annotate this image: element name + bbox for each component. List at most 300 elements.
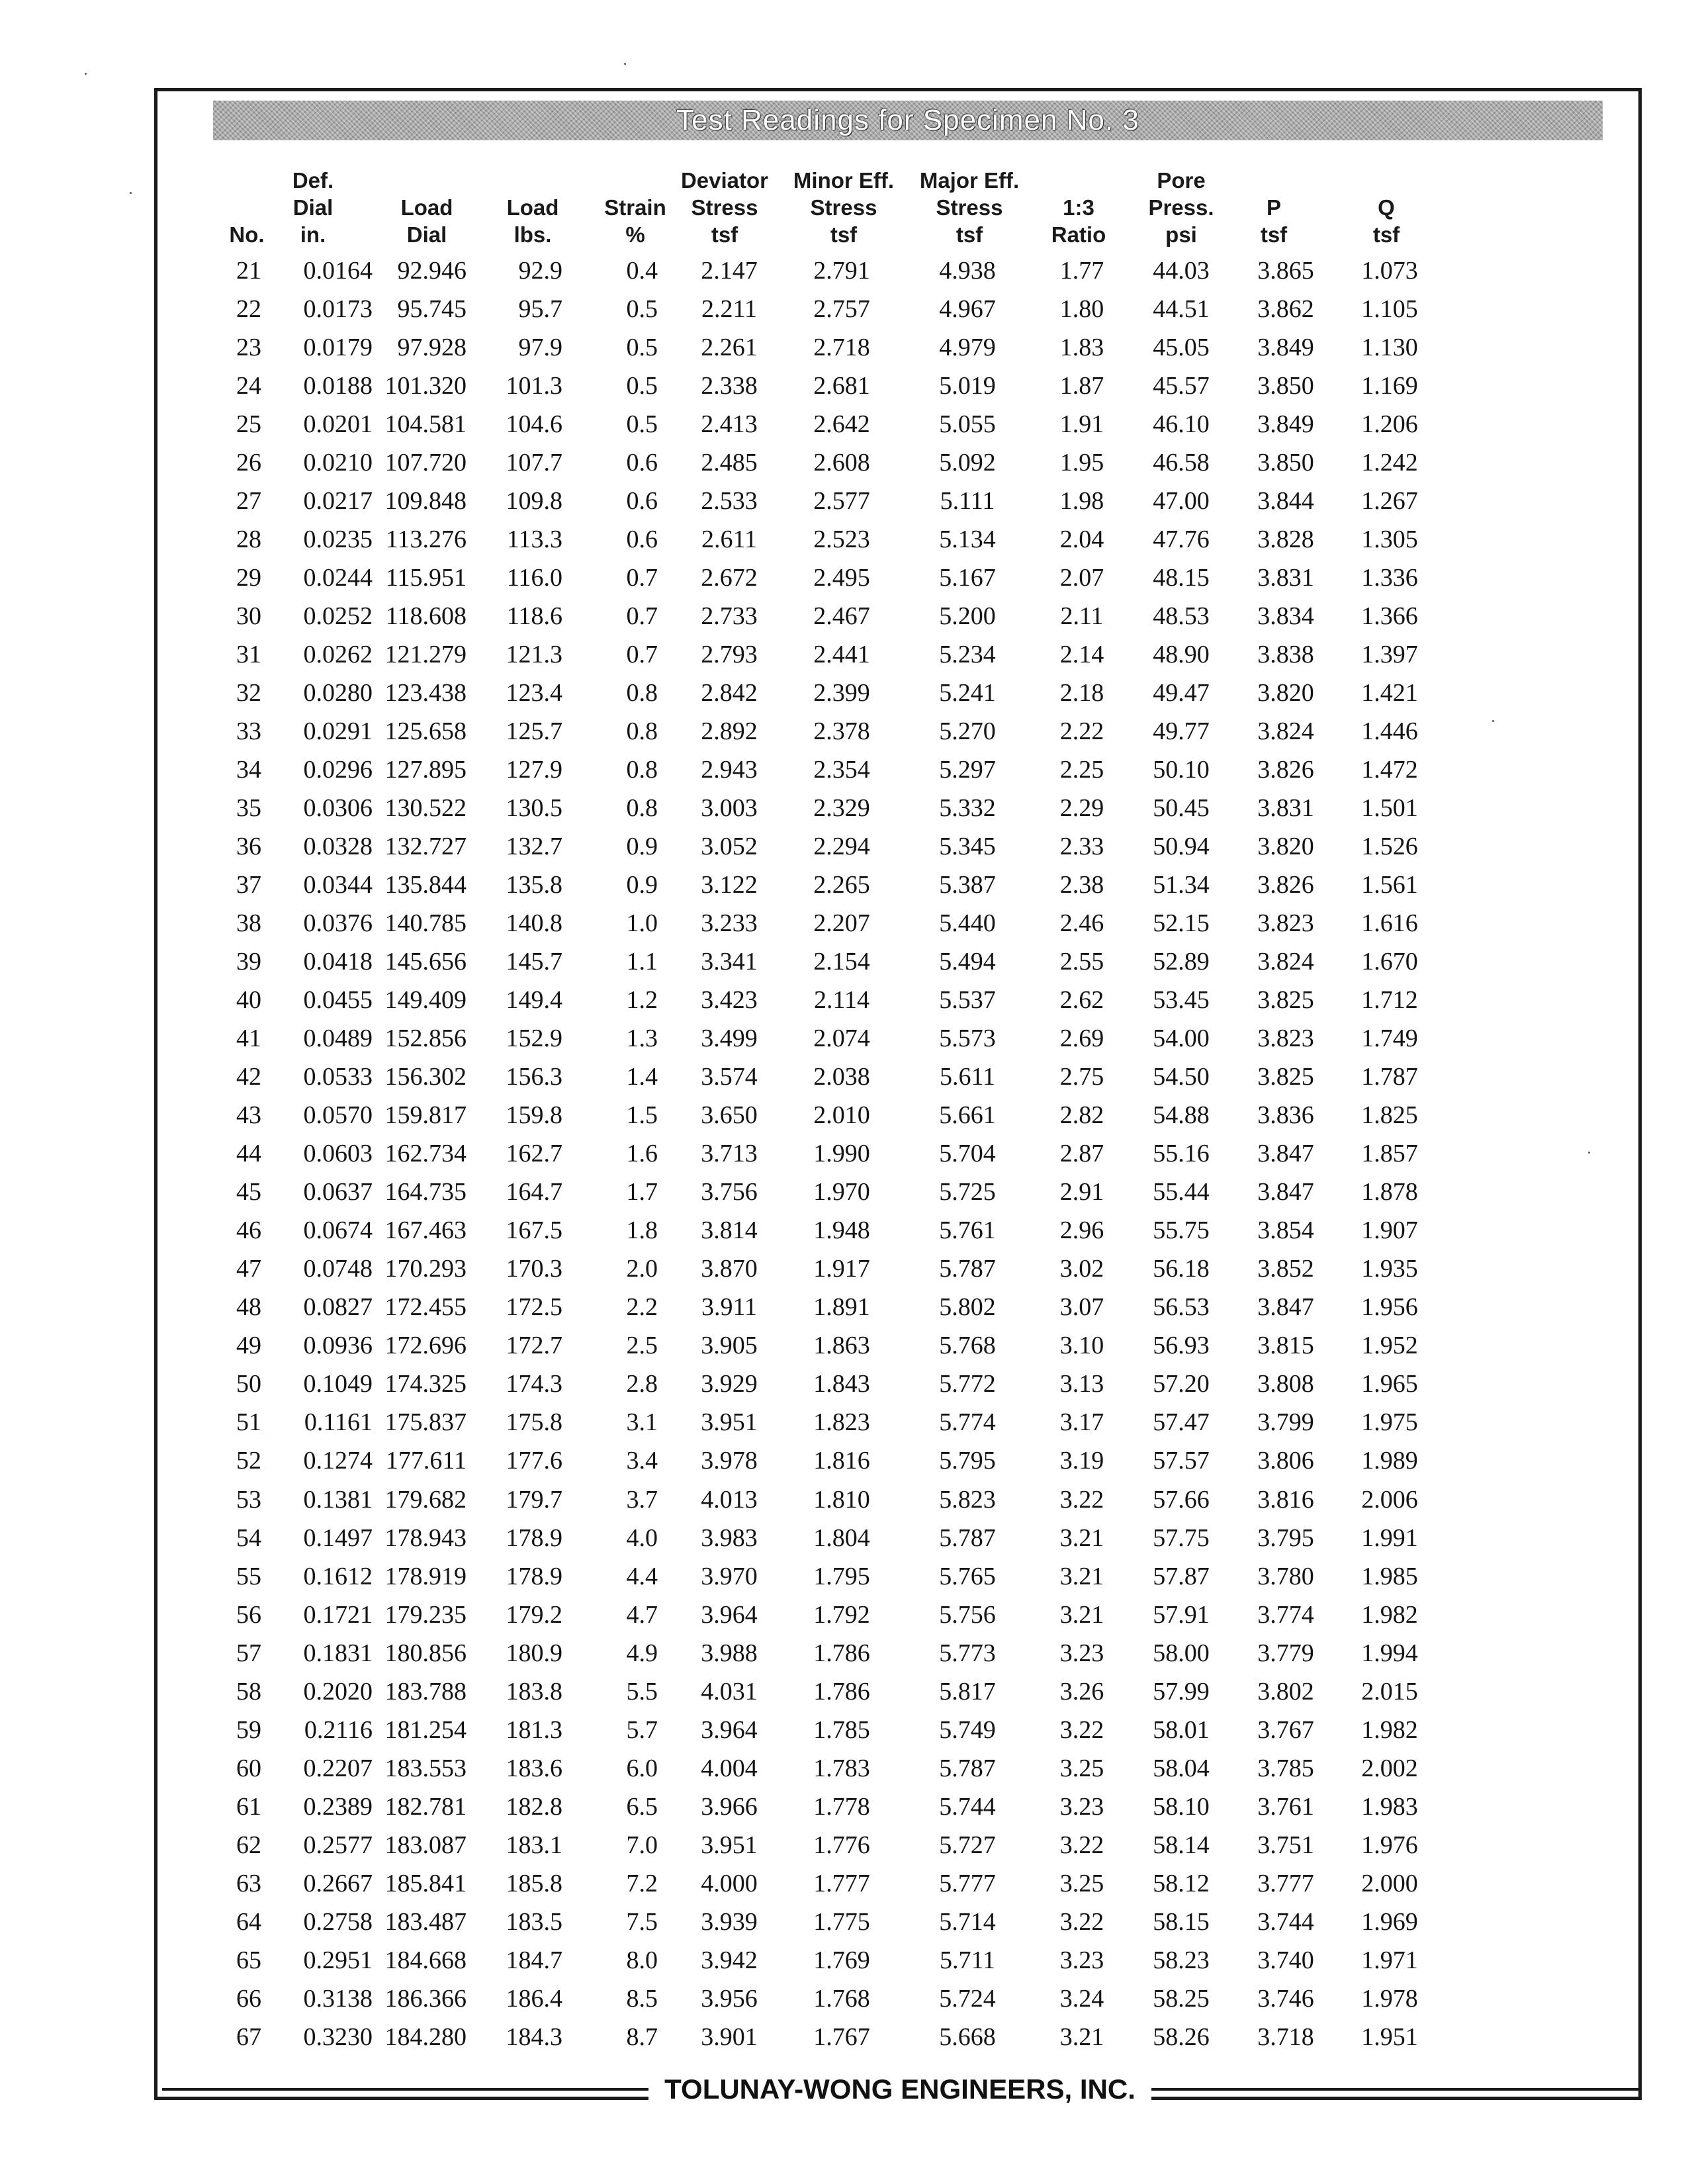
cell-ratio: 1.80 <box>1059 295 1104 324</box>
cell-load-dial: 130.522 <box>384 794 467 823</box>
header-deviator-stress <box>668 159 781 248</box>
header-line: lbs. <box>513 222 552 247</box>
cell-ratio: 3.21 <box>1059 1524 1104 1552</box>
header-line: Ratio <box>1051 222 1106 247</box>
cell-no: 41 <box>236 1024 261 1053</box>
cell-major: 5.802 <box>939 1293 996 1322</box>
cell-strain: 8.5 <box>626 1984 658 2013</box>
header-line: Press. <box>1148 195 1214 220</box>
cell-deviator: 3.052 <box>701 833 758 861</box>
cell-p: 3.825 <box>1257 1063 1314 1091</box>
header-line: Def. <box>292 168 334 193</box>
cell-major: 5.668 <box>939 2023 996 2051</box>
header-line: Stress <box>691 195 758 220</box>
cell-q: 1.982 <box>1361 1715 1418 1744</box>
cell-strain: 4.7 <box>626 1600 658 1629</box>
cell-strain: 6.0 <box>626 1754 658 1782</box>
cell-def-dial: 0.0280 <box>303 679 373 707</box>
cell-pore: 58.15 <box>1153 1907 1210 1936</box>
cell-pore: 44.03 <box>1153 257 1210 285</box>
header-line: Dial <box>406 222 447 247</box>
cell-pore: 48.90 <box>1153 641 1210 669</box>
cell-deviator: 2.733 <box>701 602 758 631</box>
cell-load-lbs: 140.8 <box>506 909 562 938</box>
cell-major: 5.387 <box>939 871 996 899</box>
cell-load-lbs: 135.8 <box>506 871 562 899</box>
cell-ratio: 3.22 <box>1059 1907 1104 1936</box>
cell-deviator: 3.964 <box>701 1715 758 1744</box>
cell-minor: 1.970 <box>813 1178 870 1206</box>
cell-major: 5.744 <box>939 1792 996 1821</box>
cell-p: 3.820 <box>1257 833 1314 861</box>
table-row <box>0 712 1694 751</box>
header-line: Deviator <box>680 168 769 193</box>
cell-load-lbs: 127.9 <box>506 756 562 784</box>
cell-load-lbs: 181.3 <box>506 1715 562 1744</box>
cell-minor: 2.681 <box>813 372 870 400</box>
cell-minor: 1.769 <box>813 1946 870 1974</box>
cell-load-dial: 183.087 <box>384 1831 467 1859</box>
cell-def-dial: 0.1274 <box>303 1447 373 1475</box>
cell-p: 3.823 <box>1257 909 1314 938</box>
cell-major: 5.761 <box>939 1216 996 1245</box>
cell-q: 1.749 <box>1361 1024 1418 1053</box>
cell-q: 1.336 <box>1361 564 1418 592</box>
cell-ratio: 3.19 <box>1059 1447 1104 1475</box>
cell-p: 3.816 <box>1257 1485 1314 1514</box>
cell-load-lbs: 145.7 <box>506 948 562 976</box>
cell-load-dial: 180.856 <box>384 1639 467 1667</box>
cell-load-dial: 178.919 <box>384 1562 467 1590</box>
cell-ratio: 3.22 <box>1059 1485 1104 1514</box>
cell-def-dial: 0.2116 <box>304 1715 373 1744</box>
cell-def-dial: 0.0344 <box>303 871 373 899</box>
table-row <box>0 290 1694 328</box>
cell-deviator: 2.892 <box>701 717 758 746</box>
cell-q: 1.787 <box>1361 1063 1418 1091</box>
cell-minor: 1.783 <box>813 1754 870 1782</box>
table-row <box>0 520 1694 559</box>
cell-load-lbs: 132.7 <box>506 833 562 861</box>
cell-ratio: 2.69 <box>1059 1024 1104 1053</box>
header-line: Major Eff. <box>919 168 1020 193</box>
cell-load-lbs: 170.3 <box>506 1255 562 1283</box>
cell-def-dial: 0.0748 <box>303 1255 373 1283</box>
cell-q: 1.561 <box>1361 871 1418 899</box>
table-row <box>0 2018 1694 2056</box>
cell-strain: 0.5 <box>626 295 658 324</box>
cell-major: 5.092 <box>939 449 996 477</box>
cell-def-dial: 0.0235 <box>303 525 373 554</box>
cell-no: 46 <box>236 1216 261 1245</box>
cell-strain: 1.7 <box>626 1178 658 1206</box>
cell-load-lbs: 116.0 <box>506 564 562 592</box>
cell-q: 1.983 <box>1361 1792 1418 1821</box>
cell-def-dial: 0.0827 <box>303 1293 373 1322</box>
cell-major: 5.440 <box>939 909 996 938</box>
cell-minor: 1.917 <box>813 1255 870 1283</box>
cell-load-dial: 159.817 <box>384 1101 467 1130</box>
header-line: tsf <box>1372 222 1400 247</box>
table-row <box>0 597 1694 635</box>
cell-deviator: 2.611 <box>701 525 758 554</box>
cell-p: 3.847 <box>1257 1178 1314 1206</box>
cell-no: 45 <box>236 1178 261 1206</box>
cell-q: 1.616 <box>1361 909 1418 938</box>
cell-strain: 0.6 <box>626 525 658 554</box>
footer-rule-left <box>162 2088 652 2091</box>
cell-load-lbs: 185.8 <box>506 1869 562 1897</box>
cell-no: 50 <box>236 1370 261 1398</box>
cell-strain: 7.2 <box>626 1869 658 1897</box>
cell-ratio: 2.55 <box>1059 948 1104 976</box>
cell-pore: 45.05 <box>1153 334 1210 362</box>
table-row <box>0 443 1694 482</box>
cell-deviator: 2.533 <box>701 487 758 516</box>
cell-load-dial: 182.781 <box>384 1792 467 1821</box>
cell-def-dial: 0.3138 <box>303 1984 373 2013</box>
cell-q: 1.169 <box>1361 372 1418 400</box>
table-row <box>0 1058 1694 1096</box>
cell-deviator: 3.905 <box>701 1332 758 1360</box>
cell-no: 36 <box>236 833 261 861</box>
cell-major: 5.711 <box>939 1946 996 1974</box>
cell-deviator: 4.031 <box>701 1677 758 1706</box>
cell-def-dial: 0.0455 <box>303 986 373 1015</box>
cell-pore: 51.34 <box>1153 871 1210 899</box>
cell-pore: 58.23 <box>1153 1946 1210 1974</box>
cell-pore: 52.15 <box>1153 909 1210 938</box>
cell-load-lbs: 184.7 <box>506 1946 562 1974</box>
cell-strain: 4.0 <box>626 1524 658 1552</box>
cell-load-lbs: 179.7 <box>506 1485 562 1514</box>
cell-ratio: 1.77 <box>1059 257 1104 285</box>
cell-load-lbs: 183.1 <box>506 1831 562 1859</box>
cell-major: 5.787 <box>939 1524 996 1552</box>
cell-minor: 1.804 <box>813 1524 870 1552</box>
cell-def-dial: 0.0489 <box>303 1024 373 1053</box>
cell-major: 5.795 <box>939 1447 996 1475</box>
cell-p: 3.834 <box>1257 602 1314 631</box>
header-line: Minor Eff. <box>793 168 895 193</box>
cell-strain: 0.6 <box>626 487 658 516</box>
cell-load-dial: 140.785 <box>384 909 467 938</box>
cell-ratio: 2.14 <box>1059 641 1104 669</box>
cell-no: 43 <box>236 1101 261 1130</box>
cell-def-dial: 0.0418 <box>303 948 373 976</box>
table-row <box>0 942 1694 981</box>
cell-strain: 5.5 <box>626 1677 658 1706</box>
table-row <box>0 1864 1694 1903</box>
cell-pore: 47.00 <box>1153 487 1210 516</box>
cell-strain: 1.6 <box>626 1140 658 1168</box>
cell-strain: 0.9 <box>626 833 658 861</box>
cell-def-dial: 0.0210 <box>303 449 373 477</box>
cell-pore: 49.77 <box>1153 717 1210 746</box>
table-row <box>0 1326 1694 1365</box>
cell-minor: 1.823 <box>813 1408 870 1437</box>
cell-ratio: 2.04 <box>1059 525 1104 554</box>
cell-load-lbs: 159.8 <box>506 1101 562 1130</box>
cell-minor: 1.776 <box>813 1831 870 1859</box>
cell-minor: 2.791 <box>813 257 870 285</box>
cell-def-dial: 0.1721 <box>303 1600 373 1629</box>
cell-strain: 1.8 <box>626 1216 658 1245</box>
cell-p: 3.847 <box>1257 1293 1314 1322</box>
cell-def-dial: 0.0570 <box>303 1101 373 1130</box>
cell-major: 5.111 <box>940 487 995 516</box>
cell-ratio: 1.91 <box>1059 410 1104 439</box>
cell-load-lbs: 104.6 <box>506 410 562 439</box>
header-line: tsf <box>830 222 858 247</box>
cell-no: 57 <box>236 1639 261 1667</box>
cell-load-dial: 125.658 <box>384 717 467 746</box>
cell-load-lbs: 123.4 <box>506 679 562 707</box>
table-row <box>0 981 1694 1019</box>
cell-deviator: 3.964 <box>701 1600 758 1629</box>
header-p <box>1218 159 1330 248</box>
cell-load-lbs: 125.7 <box>506 717 562 746</box>
footer-rule-right <box>1148 2088 1638 2091</box>
cell-load-lbs: 183.5 <box>506 1907 562 1936</box>
cell-major: 5.724 <box>939 1984 996 2013</box>
table-row <box>0 1250 1694 1288</box>
cell-deviator: 3.499 <box>701 1024 758 1053</box>
cell-load-lbs: 167.5 <box>506 1216 562 1245</box>
cell-q: 1.951 <box>1361 2023 1418 2051</box>
cell-minor: 2.378 <box>813 717 870 746</box>
cell-q: 1.956 <box>1361 1293 1418 1322</box>
cell-pore: 47.76 <box>1153 525 1210 554</box>
cell-def-dial: 0.2758 <box>303 1907 373 1936</box>
cell-p: 3.774 <box>1257 1600 1314 1629</box>
cell-strain: 0.5 <box>626 410 658 439</box>
cell-deviator: 2.211 <box>701 295 758 324</box>
cell-p: 3.865 <box>1257 257 1314 285</box>
cell-minor: 2.074 <box>813 1024 870 1053</box>
cell-ratio: 3.23 <box>1059 1946 1104 1974</box>
cell-p: 3.761 <box>1257 1792 1314 1821</box>
cell-pore: 58.10 <box>1153 1792 1210 1821</box>
cell-q: 1.969 <box>1361 1907 1418 1936</box>
table-row <box>0 1365 1694 1403</box>
cell-def-dial: 0.0674 <box>303 1216 373 1245</box>
cell-ratio: 3.25 <box>1059 1869 1104 1897</box>
cell-deviator: 3.983 <box>701 1524 758 1552</box>
cell-p: 3.850 <box>1257 372 1314 400</box>
cell-p: 3.824 <box>1257 717 1314 746</box>
cell-p: 3.852 <box>1257 1255 1314 1283</box>
header-ratio <box>1022 159 1135 248</box>
cell-load-lbs: 95.7 <box>518 295 562 324</box>
cell-def-dial: 0.1831 <box>303 1639 373 1667</box>
cell-major: 5.611 <box>939 1063 996 1091</box>
cell-load-dial: 107.720 <box>384 449 467 477</box>
cell-pore: 54.88 <box>1153 1101 1210 1130</box>
cell-major: 5.055 <box>939 410 996 439</box>
cell-major: 5.774 <box>939 1408 996 1437</box>
cell-deviator: 3.988 <box>701 1639 758 1667</box>
cell-ratio: 2.62 <box>1059 986 1104 1015</box>
cell-def-dial: 0.0179 <box>303 334 373 362</box>
cell-strain: 0.6 <box>626 449 658 477</box>
cell-deviator: 3.901 <box>701 2023 758 2051</box>
cell-major: 5.714 <box>939 1907 996 1936</box>
cell-strain: 1.2 <box>626 986 658 1015</box>
cell-p: 3.850 <box>1257 449 1314 477</box>
cell-load-dial: 101.320 <box>384 372 467 400</box>
cell-p: 3.820 <box>1257 679 1314 707</box>
cell-ratio: 3.24 <box>1059 1984 1104 2013</box>
cell-load-dial: 183.788 <box>384 1677 467 1706</box>
cell-major: 5.200 <box>939 602 996 631</box>
cell-q: 1.366 <box>1361 602 1418 631</box>
cell-def-dial: 0.0201 <box>303 410 373 439</box>
cell-pore: 58.12 <box>1153 1869 1210 1897</box>
cell-pore: 48.15 <box>1153 564 1210 592</box>
cell-q: 1.994 <box>1361 1639 1418 1667</box>
cell-q: 1.526 <box>1361 833 1418 861</box>
cell-load-dial: 178.943 <box>384 1524 467 1552</box>
cell-load-dial: 170.293 <box>384 1255 467 1283</box>
cell-strain: 1.1 <box>626 948 658 976</box>
cell-load-dial: 156.302 <box>384 1063 467 1091</box>
cell-pore: 56.18 <box>1153 1255 1210 1283</box>
cell-load-dial: 104.581 <box>384 410 467 439</box>
table-row <box>0 1979 1694 2018</box>
cell-pore: 54.50 <box>1153 1063 1210 1091</box>
cell-pore: 50.10 <box>1153 756 1210 784</box>
cell-load-dial: 172.696 <box>384 1332 467 1360</box>
cell-ratio: 2.87 <box>1059 1140 1104 1168</box>
cell-deviator: 3.574 <box>701 1063 758 1091</box>
cell-pore: 44.51 <box>1153 295 1210 324</box>
cell-deviator: 3.966 <box>701 1792 758 1821</box>
cell-load-lbs: 172.5 <box>506 1293 562 1322</box>
cell-pore: 57.66 <box>1153 1485 1210 1514</box>
cell-pore: 48.53 <box>1153 602 1210 631</box>
cell-no: 40 <box>236 986 261 1015</box>
cell-strain: 7.0 <box>626 1831 658 1859</box>
cell-strain: 2.0 <box>626 1255 658 1283</box>
cell-def-dial: 0.2207 <box>303 1754 373 1782</box>
cell-load-dial: 95.745 <box>397 295 467 324</box>
cell-p: 3.767 <box>1257 1715 1314 1744</box>
cell-major: 5.167 <box>939 564 996 592</box>
cell-deviator: 3.650 <box>701 1101 758 1130</box>
cell-q: 1.501 <box>1361 794 1418 823</box>
cell-minor: 1.948 <box>813 1216 870 1245</box>
cell-strain: 3.7 <box>626 1485 658 1514</box>
cell-ratio: 2.07 <box>1059 564 1104 592</box>
cell-no: 67 <box>236 2023 261 2051</box>
header-line: % <box>625 222 645 247</box>
header-line: No. <box>229 222 265 247</box>
cell-q: 1.991 <box>1361 1524 1418 1552</box>
cell-load-dial: 186.366 <box>384 1984 467 2013</box>
cell-load-lbs: 175.8 <box>506 1408 562 1437</box>
cell-strain: 7.5 <box>626 1907 658 1936</box>
cell-q: 1.825 <box>1361 1101 1418 1130</box>
table-row <box>0 866 1694 904</box>
cell-ratio: 2.18 <box>1059 679 1104 707</box>
cell-major: 5.768 <box>939 1332 996 1360</box>
cell-ratio: 3.21 <box>1059 1600 1104 1629</box>
cell-load-lbs: 178.9 <box>506 1524 562 1552</box>
cell-ratio: 2.82 <box>1059 1101 1104 1130</box>
cell-major: 5.661 <box>939 1101 996 1130</box>
cell-minor: 2.757 <box>813 295 870 324</box>
header-major-eff-stress <box>913 159 1026 248</box>
cell-deviator: 2.943 <box>701 756 758 784</box>
table-row <box>0 1480 1694 1519</box>
table-row <box>0 789 1694 827</box>
header-line: Strain <box>604 195 666 220</box>
header-line: Stress <box>810 195 877 220</box>
cell-deviator: 3.939 <box>701 1907 758 1936</box>
table-row <box>0 367 1694 405</box>
cell-deviator: 4.013 <box>701 1485 758 1514</box>
cell-deviator: 3.003 <box>701 794 758 823</box>
cell-def-dial: 0.2020 <box>303 1677 373 1706</box>
cell-p: 3.806 <box>1257 1447 1314 1475</box>
cell-q: 2.006 <box>1361 1485 1418 1514</box>
cell-no: 49 <box>236 1332 261 1360</box>
cell-p: 3.779 <box>1257 1639 1314 1667</box>
cell-p: 3.847 <box>1257 1140 1314 1168</box>
cell-minor: 1.785 <box>813 1715 870 1744</box>
cell-major: 5.749 <box>939 1715 996 1744</box>
cell-strain: 3.4 <box>626 1447 658 1475</box>
cell-load-dial: 92.946 <box>397 257 467 285</box>
cell-def-dial: 0.0188 <box>303 372 373 400</box>
cell-p: 3.802 <box>1257 1677 1314 1706</box>
header-line: tsf <box>956 222 983 247</box>
cell-load-dial: 181.254 <box>384 1715 467 1744</box>
cell-no: 64 <box>236 1907 261 1936</box>
cell-no: 22 <box>236 295 261 324</box>
cell-def-dial: 0.0252 <box>303 602 373 631</box>
table-row <box>0 1519 1694 1557</box>
cell-deviator: 3.929 <box>701 1370 758 1398</box>
cell-load-dial: 183.487 <box>384 1907 467 1936</box>
cell-load-lbs: 97.9 <box>518 334 562 362</box>
cell-deviator: 3.978 <box>701 1447 758 1475</box>
cell-def-dial: 0.0376 <box>303 909 373 938</box>
cell-deviator: 4.004 <box>701 1754 758 1782</box>
cell-q: 1.982 <box>1361 1600 1418 1629</box>
cell-p: 3.862 <box>1257 295 1314 324</box>
cell-p: 3.799 <box>1257 1408 1314 1437</box>
cell-strain: 2.5 <box>626 1332 658 1360</box>
cell-load-lbs: 180.9 <box>506 1639 562 1667</box>
cell-deviator: 2.338 <box>701 372 758 400</box>
cell-no: 21 <box>236 257 261 285</box>
cell-minor: 2.354 <box>813 756 870 784</box>
readings-table-body <box>0 251 1694 2056</box>
cell-q: 2.000 <box>1361 1869 1418 1897</box>
table-row <box>0 251 1694 290</box>
cell-strain: 1.0 <box>626 909 658 938</box>
cell-no: 47 <box>236 1255 261 1283</box>
cell-no: 48 <box>236 1293 261 1322</box>
cell-minor: 1.843 <box>813 1370 870 1398</box>
cell-q: 1.952 <box>1361 1332 1418 1360</box>
cell-ratio: 2.11 <box>1060 602 1104 631</box>
cell-pore: 58.00 <box>1153 1639 1210 1667</box>
cell-no: 32 <box>236 679 261 707</box>
cell-load-dial: 152.856 <box>384 1024 467 1053</box>
